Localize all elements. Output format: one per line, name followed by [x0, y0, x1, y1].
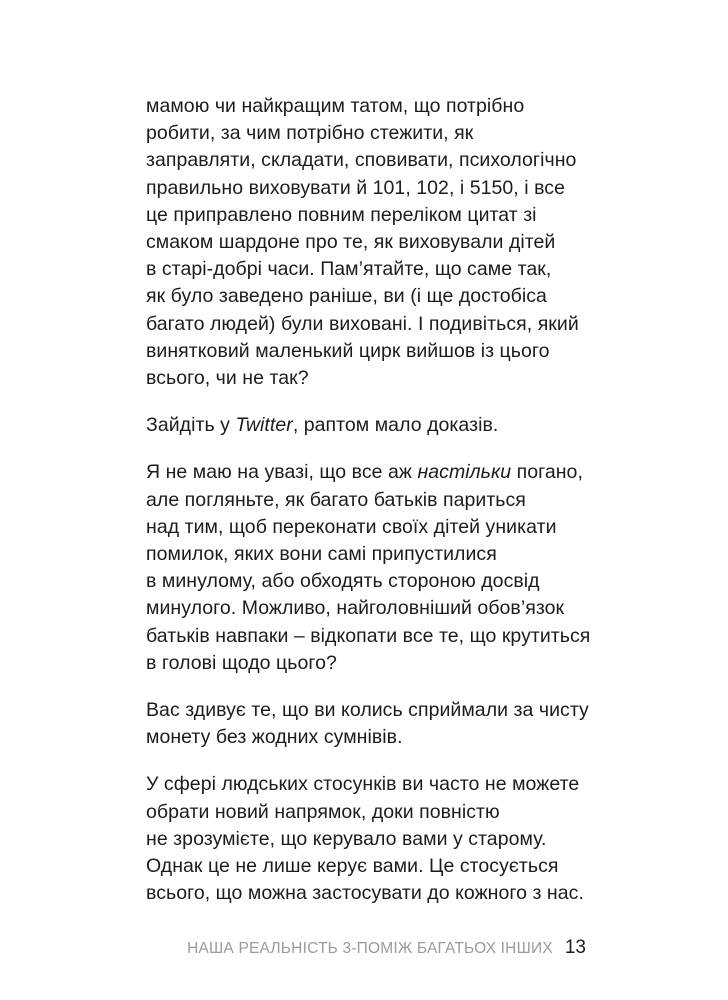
page-number: 13	[564, 937, 586, 958]
text-line: винятковий маленький цирк вийшов із цього	[146, 339, 550, 362]
text-fragment: Я не маю на увазі, що все аж	[146, 461, 418, 484]
paragraph-3	[146, 459, 606, 677]
text-line	[146, 412, 606, 439]
text-line: це приправлено повним переліком цитат зі	[146, 203, 537, 226]
text-line: Вас здивує те, що ви колись сприймали за чисту	[146, 699, 589, 722]
text-line: багато людей) були виховані. І подивіться, який	[146, 312, 579, 335]
running-head: НАША РЕАЛЬНІСТЬ 3-ПОМІЖ БАГАТЬОХ ІНШИХ	[187, 940, 553, 957]
text-line: батьків навпаки – відкопати все те, що крутиться	[146, 624, 591, 647]
text-line: але погляньте, як багато батьків париться	[146, 488, 526, 511]
text-line: смаком шардоне про те, як виховували дітей	[146, 231, 556, 254]
text-fragment: погано,	[511, 461, 583, 484]
text-line: помилок, яких вони самі припустилися	[146, 543, 497, 566]
text-line: монету без жодних сумнівів.	[146, 726, 403, 749]
text-line: не зрозумієте, що керувало вами у старому.	[146, 827, 547, 850]
text-line: правильно виховувати й 101, 102, і 5150, і все	[146, 176, 565, 199]
text-fragment: Зайдіть у	[146, 414, 236, 437]
italic-text: Twitter	[235, 414, 293, 437]
text-line: У сфері людських стосунків ви часто не можете	[146, 773, 580, 796]
page-footer	[0, 937, 586, 967]
paragraph-5	[146, 771, 606, 907]
text-line: Однак це не лише керує вами. Це стосується	[146, 855, 559, 878]
text-line: всього, чи не так?	[146, 367, 309, 390]
paragraph-4	[146, 697, 606, 751]
text-line: як було заведено раніше, ви (і ще достобіса	[146, 285, 547, 308]
text-fragment: , раптом мало доказів.	[292, 414, 499, 437]
text-line: всього, що можна застосувати до кожного з нас.	[146, 882, 584, 905]
text-line	[146, 459, 606, 486]
paragraph-1	[146, 93, 606, 392]
text-line: обрати новий напрямок, доки повністю	[146, 800, 500, 823]
italic-text: настільки	[417, 461, 512, 484]
body-text	[146, 93, 606, 927]
text-line: робити, за чим потрібно стежити, як	[146, 122, 474, 145]
text-line: мамою чи найкращим татом, що потрібно	[146, 95, 525, 117]
text-line: заправляти, складати, сповивати, психологічно	[146, 149, 577, 172]
text-line: над тим, щоб переконати своїх дітей уникати	[146, 515, 557, 538]
paragraph-2	[146, 412, 606, 439]
text-line: в голові щодо цього?	[146, 651, 337, 674]
text-line: в старі-добрі часи. Пам’ятайте, що саме так,	[146, 258, 552, 281]
text-line: в минулому, або обходять стороною досвід	[146, 570, 540, 593]
text-line: минулого. Можливо, найголовніший обов’язок	[146, 597, 565, 620]
